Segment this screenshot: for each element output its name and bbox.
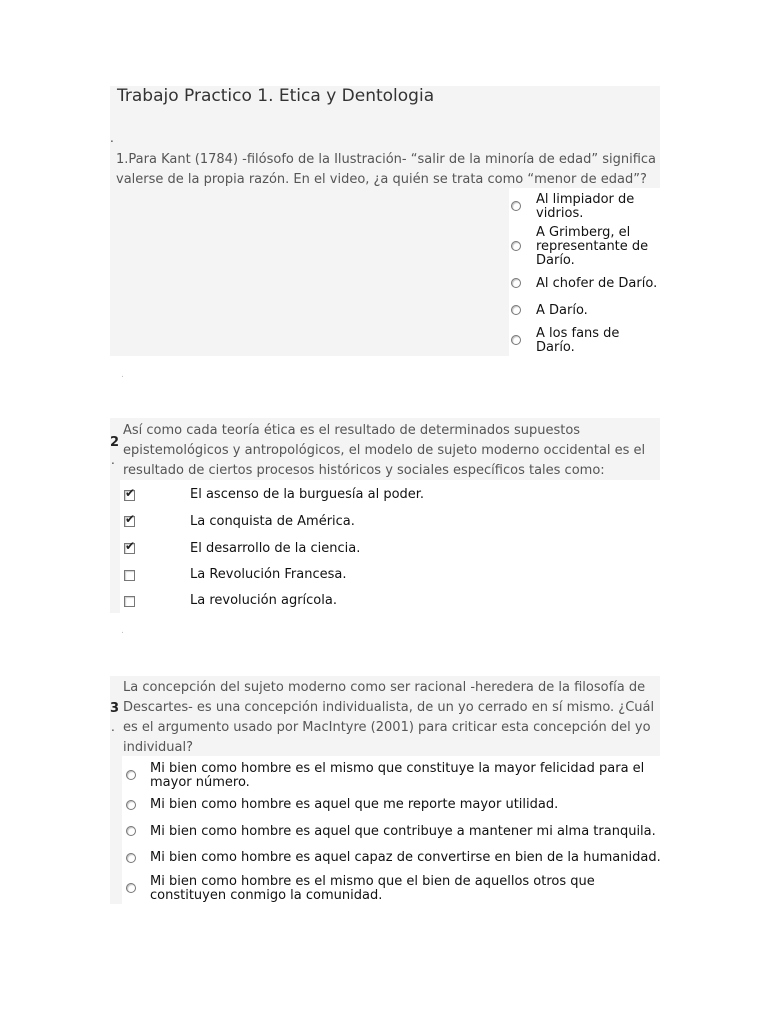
check-icon: ✔ [125, 539, 136, 553]
question-2-options-panel [110, 480, 120, 613]
q1-option-5-label: A los fans de Darío. [536, 326, 620, 355]
q1-option-4-radio[interactable] [511, 305, 521, 315]
q1-option-3-radio[interactable] [511, 278, 521, 288]
q1-option-5-radio[interactable] [511, 335, 521, 345]
q3-option-4-label: Mi bien como hombre es aquel capaz de convertirse en bien de la humanidad. [150, 850, 661, 865]
q1-option-3-label: Al chofer de Darío. [536, 276, 658, 291]
check-icon: ✔ [125, 486, 136, 500]
q2-option-2-checkbox[interactable] [124, 512, 136, 527]
q2-option-5-label: La revolución agrícola. [190, 593, 337, 608]
q2-option-4-checkbox[interactable] [124, 570, 135, 581]
question-3-number-dot: . [111, 720, 115, 734]
question-1-number: . [110, 131, 114, 145]
q2-option-3-checkbox[interactable] [124, 539, 136, 554]
question-2-number-dot: . [111, 453, 115, 467]
question-3-options-panel [110, 756, 122, 904]
separator-dot-2: . [121, 626, 124, 636]
check-icon: ✔ [125, 512, 136, 526]
question-2-text: Así como cada teoría ética es el resultado de determinados supuestos epistemológicos y antropológicos, el modelo de sujeto moderno occidental es el resultado de ciertos procesos históricos y sociales específicos tales como: [123, 423, 646, 478]
question-3-text: La concepción del sujeto moderno como ser racional -heredera de la filosofía de Descartes- es una concepción individualista, de un yo cerrado en sí mismo. ¿Cuál es el argumento usado por MacIntyre (2001) para criticar esta concepción del yo individual? [123, 680, 655, 755]
q1-option-2-radio[interactable] [511, 241, 521, 251]
q3-option-3-radio[interactable] [126, 826, 136, 836]
q1-option-1-radio[interactable] [511, 201, 521, 211]
question-2-number: 2 [110, 435, 120, 450]
q3-option-1-radio[interactable] [126, 770, 136, 780]
page-title: Trabajo Practico 1. Etica y Dentologia [117, 86, 435, 106]
q1-option-4-label: A Darío. [536, 303, 588, 318]
q3-option-1-label: Mi bien como hombre es el mismo que constituye la mayor felicidad para el mayor número. [150, 761, 645, 790]
q2-option-1-label: El ascenso de la burguesía al poder. [190, 487, 425, 502]
q2-option-1-checkbox[interactable] [124, 486, 136, 501]
q3-option-5-radio[interactable] [126, 883, 136, 893]
question-1-panel [110, 188, 509, 356]
q3-option-2-radio[interactable] [126, 800, 136, 810]
question-3-number: 3 [110, 701, 120, 716]
q3-option-4-radio[interactable] [126, 853, 136, 863]
q1-option-1-label: Al limpiador de vidrios. [536, 192, 635, 221]
separator-dot-1: . [121, 370, 124, 380]
q2-option-2-label: La conquista de América. [190, 514, 355, 529]
q2-option-5-checkbox[interactable] [124, 596, 135, 607]
q1-option-2-label: A Grimberg, el representante de Darío. [536, 225, 649, 268]
q2-option-4-label: La Revolución Francesa. [190, 567, 347, 582]
q3-option-3-label: Mi bien como hombre es aquel que contribuye a mantener mi alma tranquila. [150, 824, 656, 839]
q2-option-3-label: El desarrollo de la ciencia. [190, 541, 361, 556]
q3-option-5-label: Mi bien como hombre es el mismo que el bien de aquellos otros que constituyen conmigo la comunidad. [150, 874, 595, 903]
q3-option-2-label: Mi bien como hombre es aquel que me reporte mayor utilidad. [150, 797, 559, 812]
question-1-text: 1.Para Kant (1784) -filósofo de la Ilustración- “salir de la minoría de edad” significa valerse de la propia razón. En el video, ¿a quién se trata como “menor de edad”? [116, 152, 657, 187]
